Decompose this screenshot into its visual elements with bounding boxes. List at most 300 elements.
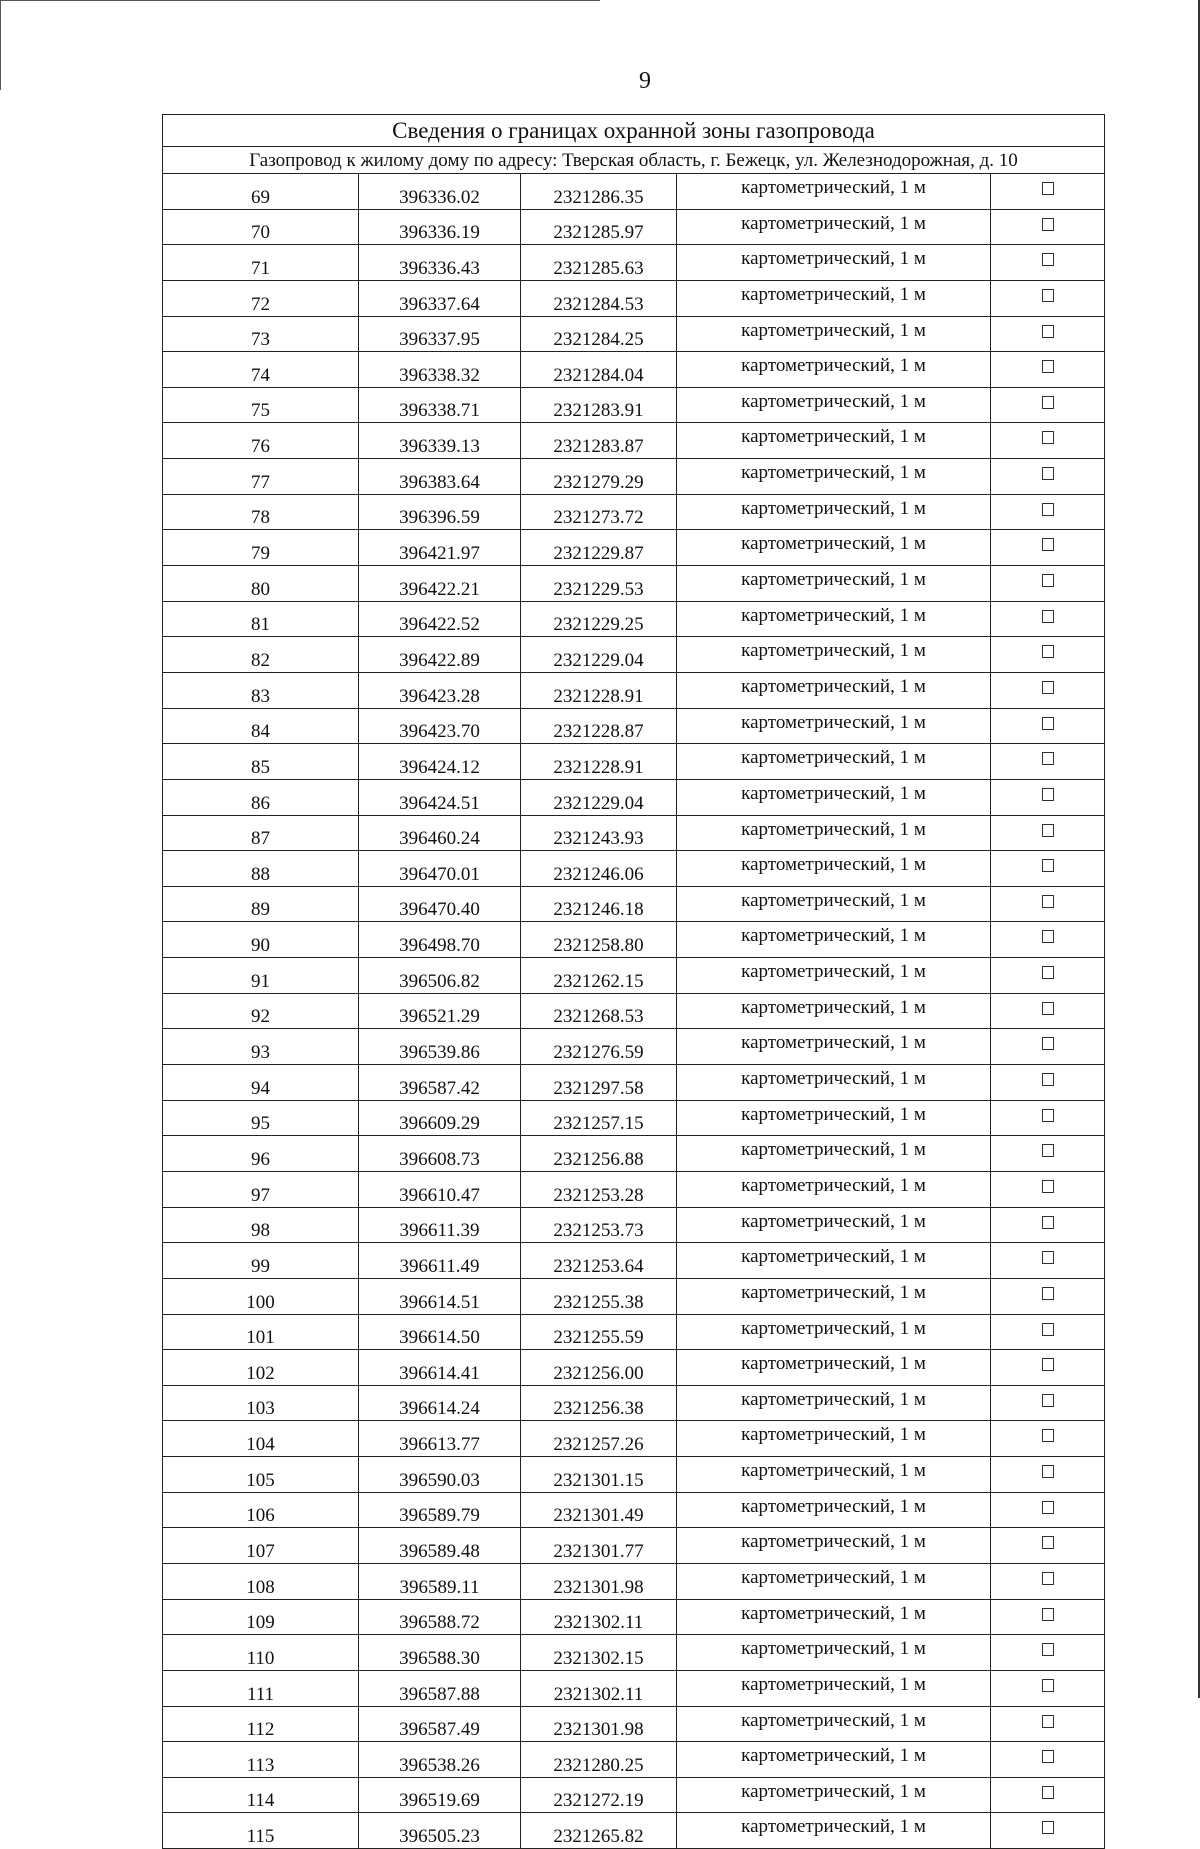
y-coordinate-cell: 2321284.04 [521, 352, 677, 388]
table-subtitle-row [163, 147, 1105, 174]
table-row [163, 1314, 1105, 1350]
x-coordinate-cell: 396539.86 [359, 1029, 521, 1065]
method-cell: картометрический, 1 м [677, 1243, 991, 1279]
scan-edge-top [0, 0, 600, 3]
y-coordinate-cell: 2321228.87 [521, 708, 677, 744]
method-cell: картометрический, 1 м [677, 1421, 991, 1457]
checkbox-cell [991, 1813, 1105, 1849]
point-number-cell: 105 [163, 1457, 359, 1493]
y-coordinate-cell: 2321229.04 [521, 779, 677, 815]
method-cell: картометрический, 1 м [677, 1706, 991, 1742]
table-row [163, 1136, 1105, 1172]
x-coordinate-cell: 396338.71 [359, 387, 521, 423]
x-coordinate-cell: 396424.12 [359, 744, 521, 780]
y-coordinate-cell: 2321284.25 [521, 316, 677, 352]
point-number-cell: 99 [163, 1243, 359, 1279]
table-row [163, 1350, 1105, 1386]
table-row [163, 815, 1105, 851]
point-number-cell: 93 [163, 1029, 359, 1065]
y-coordinate-cell: 2321258.80 [521, 922, 677, 958]
checkbox-cell [991, 1670, 1105, 1706]
point-number-cell: 97 [163, 1171, 359, 1207]
x-coordinate-cell: 396337.64 [359, 280, 521, 316]
checkbox-cell [991, 958, 1105, 994]
checkbox-cell [991, 744, 1105, 780]
point-number-cell: 75 [163, 387, 359, 423]
point-number-cell: 102 [163, 1350, 359, 1386]
checkbox-icon [1042, 1358, 1054, 1371]
point-number-cell: 73 [163, 316, 359, 352]
checkbox-icon [1042, 1037, 1054, 1050]
checkbox-icon [1042, 1216, 1054, 1229]
checkbox-icon [1042, 1679, 1054, 1692]
protection-zone-table [162, 114, 1105, 1849]
method-cell: картометрический, 1 м [677, 1813, 991, 1849]
y-coordinate-cell: 2321229.53 [521, 566, 677, 602]
point-number-cell: 72 [163, 280, 359, 316]
point-number-cell: 100 [163, 1278, 359, 1314]
checkbox-cell [991, 1100, 1105, 1136]
point-number-cell: 88 [163, 851, 359, 887]
point-number-cell: 104 [163, 1421, 359, 1457]
y-coordinate-cell: 2321255.59 [521, 1314, 677, 1350]
method-cell: картометрический, 1 м [677, 174, 991, 210]
checkbox-icon [1042, 1750, 1054, 1763]
table-row [163, 1670, 1105, 1706]
x-coordinate-cell: 396589.79 [359, 1492, 521, 1528]
point-number-cell: 111 [163, 1670, 359, 1706]
x-coordinate-cell: 396338.32 [359, 352, 521, 388]
x-coordinate-cell: 396505.23 [359, 1813, 521, 1849]
table-row [163, 280, 1105, 316]
x-coordinate-cell: 396470.40 [359, 886, 521, 922]
checkbox-icon [1042, 431, 1054, 444]
point-number-cell: 113 [163, 1742, 359, 1778]
page-number: 9 [639, 68, 651, 94]
checkbox-icon [1042, 1572, 1054, 1585]
table-row [163, 459, 1105, 495]
checkbox-cell [991, 566, 1105, 602]
x-coordinate-cell: 396519.69 [359, 1777, 521, 1813]
table-row [163, 922, 1105, 958]
checkbox-icon [1042, 1643, 1054, 1656]
table-row [163, 779, 1105, 815]
y-coordinate-cell: 2321301.98 [521, 1706, 677, 1742]
table-row [163, 886, 1105, 922]
checkbox-cell [991, 993, 1105, 1029]
y-coordinate-cell: 2321301.77 [521, 1528, 677, 1564]
y-coordinate-cell: 2321229.87 [521, 530, 677, 566]
checkbox-cell [991, 1171, 1105, 1207]
checkbox-cell [991, 1421, 1105, 1457]
x-coordinate-cell: 396589.48 [359, 1528, 521, 1564]
table-row [163, 1492, 1105, 1528]
y-coordinate-cell: 2321301.15 [521, 1457, 677, 1493]
table-row [163, 1706, 1105, 1742]
y-coordinate-cell: 2321256.00 [521, 1350, 677, 1386]
checkbox-cell [991, 815, 1105, 851]
method-cell: картометрический, 1 м [677, 1350, 991, 1386]
point-number-cell: 114 [163, 1777, 359, 1813]
y-coordinate-cell: 2321283.87 [521, 423, 677, 459]
table-row [163, 1742, 1105, 1778]
x-coordinate-cell: 396590.03 [359, 1457, 521, 1493]
point-number-cell: 112 [163, 1706, 359, 1742]
x-coordinate-cell: 396589.11 [359, 1563, 521, 1599]
checkbox-icon [1042, 895, 1054, 908]
x-coordinate-cell: 396614.51 [359, 1278, 521, 1314]
checkbox-icon [1042, 1180, 1054, 1193]
checkbox-icon [1042, 824, 1054, 837]
checkbox-icon [1042, 1323, 1054, 1336]
method-cell: картометрический, 1 м [677, 1599, 991, 1635]
x-coordinate-cell: 396424.51 [359, 779, 521, 815]
point-number-cell: 79 [163, 530, 359, 566]
checkbox-icon [1042, 788, 1054, 801]
method-cell: картометрический, 1 м [677, 245, 991, 281]
x-coordinate-cell: 396339.13 [359, 423, 521, 459]
x-coordinate-cell: 396506.82 [359, 958, 521, 994]
point-number-cell: 76 [163, 423, 359, 459]
method-cell: картометрический, 1 м [677, 566, 991, 602]
point-number-cell: 94 [163, 1065, 359, 1101]
x-coordinate-cell: 396609.29 [359, 1100, 521, 1136]
point-number-cell: 86 [163, 779, 359, 815]
method-cell: картометрический, 1 м [677, 1314, 991, 1350]
checkbox-icon [1042, 1501, 1054, 1514]
y-coordinate-cell: 2321253.64 [521, 1243, 677, 1279]
checkbox-cell [991, 1385, 1105, 1421]
checkbox-icon [1042, 1144, 1054, 1157]
x-coordinate-cell: 396422.52 [359, 601, 521, 637]
method-cell: картометрический, 1 м [677, 886, 991, 922]
table-title: Сведения о границах охранной зоны газопровода [163, 115, 1105, 147]
point-number-cell: 103 [163, 1385, 359, 1421]
point-number-cell: 74 [163, 352, 359, 388]
checkbox-cell [991, 1528, 1105, 1564]
method-cell: картометрический, 1 м [677, 1635, 991, 1671]
y-coordinate-cell: 2321268.53 [521, 993, 677, 1029]
checkbox-cell [991, 209, 1105, 245]
y-coordinate-cell: 2321228.91 [521, 672, 677, 708]
table-row [163, 245, 1105, 281]
method-cell: картометрический, 1 м [677, 922, 991, 958]
table-row [163, 1421, 1105, 1457]
y-coordinate-cell: 2321253.28 [521, 1171, 677, 1207]
method-cell: картометрический, 1 м [677, 1457, 991, 1493]
method-cell: картометрический, 1 м [677, 316, 991, 352]
y-coordinate-cell: 2321257.26 [521, 1421, 677, 1457]
point-number-cell: 98 [163, 1207, 359, 1243]
table-row [163, 494, 1105, 530]
checkbox-icon [1042, 574, 1054, 587]
table-row [163, 637, 1105, 673]
checkbox-icon [1042, 1715, 1054, 1728]
checkbox-cell [991, 280, 1105, 316]
method-cell: картометрический, 1 м [677, 993, 991, 1029]
checkbox-cell [991, 245, 1105, 281]
table-row [163, 1278, 1105, 1314]
table-subtitle: Газопровод к жилому дому по адресу: Тверская область, г. Бежецк, ул. Железнодорожная, д. 10 [163, 147, 1105, 174]
point-number-cell: 106 [163, 1492, 359, 1528]
checkbox-cell [991, 1207, 1105, 1243]
y-coordinate-cell: 2321302.11 [521, 1670, 677, 1706]
y-coordinate-cell: 2321272.19 [521, 1777, 677, 1813]
checkbox-cell [991, 1457, 1105, 1493]
y-coordinate-cell: 2321276.59 [521, 1029, 677, 1065]
y-coordinate-cell: 2321256.88 [521, 1136, 677, 1172]
checkbox-icon [1042, 538, 1054, 551]
checkbox-cell [991, 922, 1105, 958]
point-number-cell: 81 [163, 601, 359, 637]
method-cell: картометрический, 1 м [677, 1065, 991, 1101]
y-coordinate-cell: 2321229.04 [521, 637, 677, 673]
y-coordinate-cell: 2321243.93 [521, 815, 677, 851]
table-row [163, 316, 1105, 352]
point-number-cell: 96 [163, 1136, 359, 1172]
x-coordinate-cell: 396383.64 [359, 459, 521, 495]
table-row [163, 1385, 1105, 1421]
checkbox-icon [1042, 610, 1054, 623]
table-row [163, 1777, 1105, 1813]
point-number-cell: 84 [163, 708, 359, 744]
checkbox-cell [991, 708, 1105, 744]
checkbox-cell [991, 494, 1105, 530]
x-coordinate-cell: 396538.26 [359, 1742, 521, 1778]
y-coordinate-cell: 2321297.58 [521, 1065, 677, 1101]
table-row [163, 1813, 1105, 1849]
checkbox-cell [991, 672, 1105, 708]
checkbox-cell [991, 601, 1105, 637]
checkbox-cell [991, 423, 1105, 459]
method-cell: картометрический, 1 м [677, 958, 991, 994]
table-row [163, 744, 1105, 780]
y-coordinate-cell: 2321265.82 [521, 1813, 677, 1849]
method-cell: картометрический, 1 м [677, 1742, 991, 1778]
table-row [163, 209, 1105, 245]
table-row [163, 993, 1105, 1029]
method-cell: картометрический, 1 м [677, 708, 991, 744]
method-cell: картометрический, 1 м [677, 1136, 991, 1172]
table-row [163, 708, 1105, 744]
x-coordinate-cell: 396613.77 [359, 1421, 521, 1457]
method-cell: картометрический, 1 м [677, 1029, 991, 1065]
checkbox-icon [1042, 503, 1054, 516]
checkbox-cell [991, 779, 1105, 815]
y-coordinate-cell: 2321283.91 [521, 387, 677, 423]
method-cell: картометрический, 1 м [677, 1278, 991, 1314]
checkbox-icon [1042, 253, 1054, 266]
method-cell: картометрический, 1 м [677, 851, 991, 887]
table-row [163, 1457, 1105, 1493]
table-title-row [163, 115, 1105, 147]
method-cell: картометрический, 1 м [677, 352, 991, 388]
method-cell: картометрический, 1 м [677, 494, 991, 530]
checkbox-icon [1042, 1109, 1054, 1122]
checkbox-cell [991, 1599, 1105, 1635]
point-number-cell: 92 [163, 993, 359, 1029]
point-number-cell: 95 [163, 1100, 359, 1136]
table-row [163, 601, 1105, 637]
point-number-cell: 101 [163, 1314, 359, 1350]
x-coordinate-cell: 396587.42 [359, 1065, 521, 1101]
checkbox-icon [1042, 467, 1054, 480]
table-row [163, 1171, 1105, 1207]
point-number-cell: 77 [163, 459, 359, 495]
y-coordinate-cell: 2321279.29 [521, 459, 677, 495]
x-coordinate-cell: 396608.73 [359, 1136, 521, 1172]
checkbox-icon [1042, 717, 1054, 730]
x-coordinate-cell: 396614.24 [359, 1385, 521, 1421]
checkbox-icon [1042, 218, 1054, 231]
point-number-cell: 70 [163, 209, 359, 245]
method-cell: картометрический, 1 м [677, 779, 991, 815]
table-row [163, 1029, 1105, 1065]
point-number-cell: 107 [163, 1528, 359, 1564]
table-row [163, 958, 1105, 994]
y-coordinate-cell: 2321301.49 [521, 1492, 677, 1528]
checkbox-cell [991, 1065, 1105, 1101]
point-number-cell: 90 [163, 922, 359, 958]
point-number-cell: 89 [163, 886, 359, 922]
method-cell: картометрический, 1 м [677, 1492, 991, 1528]
x-coordinate-cell: 396587.49 [359, 1706, 521, 1742]
x-coordinate-cell: 396396.59 [359, 494, 521, 530]
checkbox-cell [991, 316, 1105, 352]
checkbox-icon [1042, 752, 1054, 765]
y-coordinate-cell: 2321301.98 [521, 1563, 677, 1599]
x-coordinate-cell: 396498.70 [359, 922, 521, 958]
point-number-cell: 80 [163, 566, 359, 602]
checkbox-icon [1042, 1608, 1054, 1621]
point-number-cell: 71 [163, 245, 359, 281]
method-cell: картометрический, 1 м [677, 744, 991, 780]
y-coordinate-cell: 2321256.38 [521, 1385, 677, 1421]
table-row [163, 851, 1105, 887]
table-body [163, 174, 1105, 1849]
checkbox-icon [1042, 1536, 1054, 1549]
x-coordinate-cell: 396336.43 [359, 245, 521, 281]
method-cell: картометрический, 1 м [677, 1670, 991, 1706]
table-row [163, 1100, 1105, 1136]
checkbox-cell [991, 1136, 1105, 1172]
checkbox-icon [1042, 360, 1054, 373]
checkbox-icon [1042, 1821, 1054, 1834]
checkbox-icon [1042, 1287, 1054, 1300]
method-cell: картометрический, 1 м [677, 1207, 991, 1243]
y-coordinate-cell: 2321246.06 [521, 851, 677, 887]
checkbox-cell [991, 1635, 1105, 1671]
x-coordinate-cell: 396337.95 [359, 316, 521, 352]
checkbox-icon [1042, 1251, 1054, 1264]
method-cell: картометрический, 1 м [677, 815, 991, 851]
method-cell: картометрический, 1 м [677, 601, 991, 637]
checkbox-cell [991, 1029, 1105, 1065]
checkbox-icon [1042, 325, 1054, 338]
checkbox-icon [1042, 859, 1054, 872]
table-row [163, 387, 1105, 423]
table-row [163, 530, 1105, 566]
checkbox-cell [991, 1278, 1105, 1314]
point-number-cell: 109 [163, 1599, 359, 1635]
checkbox-cell [991, 1243, 1105, 1279]
checkbox-cell [991, 1492, 1105, 1528]
checkbox-cell [991, 1350, 1105, 1386]
x-coordinate-cell: 396611.39 [359, 1207, 521, 1243]
method-cell: картометрический, 1 м [677, 1171, 991, 1207]
y-coordinate-cell: 2321280.25 [521, 1742, 677, 1778]
method-cell: картометрический, 1 м [677, 459, 991, 495]
y-coordinate-cell: 2321285.97 [521, 209, 677, 245]
x-coordinate-cell: 396460.24 [359, 815, 521, 851]
checkbox-cell [991, 387, 1105, 423]
checkbox-icon [1042, 681, 1054, 694]
checkbox-icon [1042, 1429, 1054, 1442]
method-cell: картометрический, 1 м [677, 1385, 991, 1421]
checkbox-cell [991, 886, 1105, 922]
x-coordinate-cell: 396614.50 [359, 1314, 521, 1350]
x-coordinate-cell: 396423.28 [359, 672, 521, 708]
checkbox-cell [991, 1777, 1105, 1813]
checkbox-cell [991, 352, 1105, 388]
method-cell: картометрический, 1 м [677, 387, 991, 423]
method-cell: картометрический, 1 м [677, 1100, 991, 1136]
checkbox-icon [1042, 645, 1054, 658]
point-number-cell: 78 [163, 494, 359, 530]
x-coordinate-cell: 396423.70 [359, 708, 521, 744]
method-cell: картометрический, 1 м [677, 530, 991, 566]
x-coordinate-cell: 396587.88 [359, 1670, 521, 1706]
y-coordinate-cell: 2321257.15 [521, 1100, 677, 1136]
point-number-cell: 69 [163, 174, 359, 210]
x-coordinate-cell: 396336.19 [359, 209, 521, 245]
checkbox-icon [1042, 396, 1054, 409]
checkbox-cell [991, 637, 1105, 673]
point-number-cell: 110 [163, 1635, 359, 1671]
checkbox-cell [991, 1706, 1105, 1742]
table-row [163, 1065, 1105, 1101]
table-row [163, 1207, 1105, 1243]
point-number-cell: 82 [163, 637, 359, 673]
table-row [163, 566, 1105, 602]
y-coordinate-cell: 2321255.38 [521, 1278, 677, 1314]
x-coordinate-cell: 396611.49 [359, 1243, 521, 1279]
method-cell: картометрический, 1 м [677, 637, 991, 673]
method-cell: картометрический, 1 м [677, 209, 991, 245]
checkbox-cell [991, 530, 1105, 566]
y-coordinate-cell: 2321284.53 [521, 280, 677, 316]
checkbox-cell [991, 459, 1105, 495]
y-coordinate-cell: 2321285.63 [521, 245, 677, 281]
y-coordinate-cell: 2321302.11 [521, 1599, 677, 1635]
checkbox-cell [991, 1563, 1105, 1599]
table-row [163, 1528, 1105, 1564]
method-cell: картометрический, 1 м [677, 672, 991, 708]
x-coordinate-cell: 396610.47 [359, 1171, 521, 1207]
y-coordinate-cell: 2321302.15 [521, 1635, 677, 1671]
table-row [163, 1635, 1105, 1671]
x-coordinate-cell: 396521.29 [359, 993, 521, 1029]
checkbox-icon [1042, 182, 1054, 195]
table-row [163, 423, 1105, 459]
point-number-cell: 91 [163, 958, 359, 994]
table-row [163, 1243, 1105, 1279]
y-coordinate-cell: 2321246.18 [521, 886, 677, 922]
table-row [163, 1563, 1105, 1599]
method-cell: картометрический, 1 м [677, 1777, 991, 1813]
method-cell: картометрический, 1 м [677, 1528, 991, 1564]
point-number-cell: 108 [163, 1563, 359, 1599]
